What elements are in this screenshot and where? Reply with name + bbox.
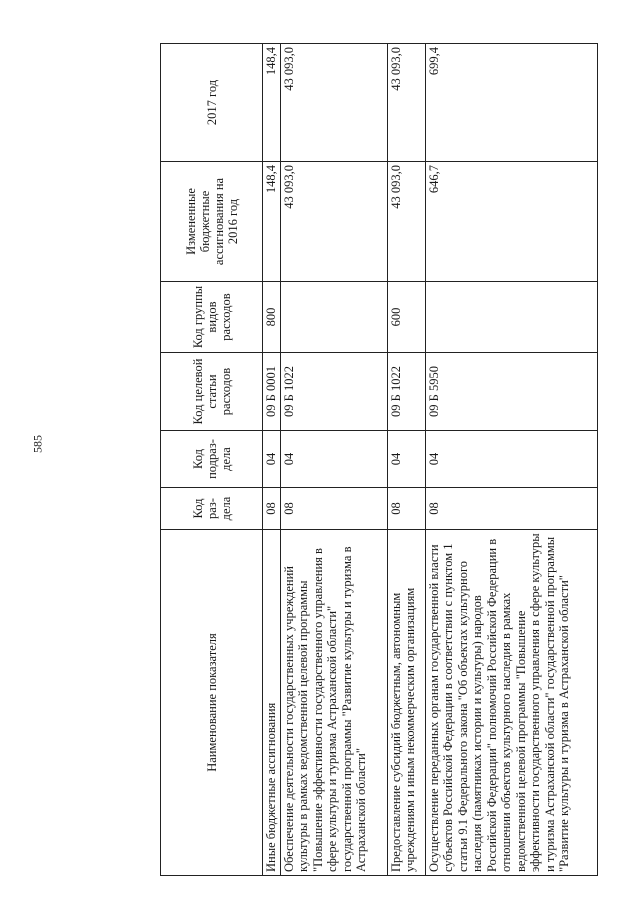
row-group (425, 282, 597, 353)
row-group: 800 (263, 282, 281, 353)
header-section: Код раз-дела (161, 488, 263, 530)
row-subsection: 04 (280, 431, 387, 488)
row-name: Осуществление переданных органам государственной власти субъектов Российской Федерации в соответствии с пунктом 1 статьи 9.1 Федерального закона "Об объектах культурного наследия (памятниках истории и культуры) народов Российской Федерации" полномочий Российской Федерации в отношении объектов культурного наследия в рамках ведомственной целевой программы "Повышение эффективности государственного управления в сфере культуры и туризма Астраханской области" государственной программы "Развитие культуры и туризма в Астраханской области" (425, 530, 597, 876)
row-amount-2017: 43 093,0 (280, 44, 387, 162)
header-name: Наименование показателя (161, 530, 263, 876)
budget-table (160, 43, 598, 876)
row-amount-2016: 43 093,0 (280, 162, 387, 282)
header-amount-2017: 2017 год (161, 44, 263, 162)
header-subsection: Код подраз-дела (161, 431, 263, 488)
header-group: Код группы видов расходов (161, 282, 263, 353)
row-name: Иные бюджетные ассигнования (263, 530, 281, 876)
row-subsection: 04 (425, 431, 597, 488)
row-subsection: 04 (387, 431, 425, 488)
table-row (387, 44, 425, 876)
row-section: 08 (280, 488, 387, 530)
row-amount-2017: 699,4 (425, 44, 597, 162)
table-row (263, 44, 281, 876)
row-name: Предоставление субсидий бюджетным, автономным учреждениям и иным некоммерческим организациям (387, 530, 425, 876)
row-target: 09 Б 1022 (387, 353, 425, 431)
row-target: 09 Б 5950 (425, 353, 597, 431)
rotated-table-wrapper (160, 44, 596, 876)
header-target: Код целевой статьи расходов (161, 353, 263, 431)
row-amount-2016: 646,7 (425, 162, 597, 282)
row-name: Обеспечение деятельности государственных учреждений культуры в рамках ведомственной целевой программы "Повышение эффективности государственного управления в сфере культуры и туризма Астраханской области" государственной программы "Развитие культуры и туризма в Астраханской области" (280, 530, 387, 876)
row-amount-2017: 148,4 (263, 44, 281, 162)
row-group (280, 282, 387, 353)
row-amount-2016: 148,4 (263, 162, 281, 282)
row-section: 08 (425, 488, 597, 530)
row-target: 09 Б 1022 (280, 353, 387, 431)
row-section: 08 (387, 488, 425, 530)
table-header-row (161, 44, 263, 876)
row-section: 08 (263, 488, 281, 530)
row-target: 09 Б 0001 (263, 353, 281, 431)
table-row (280, 44, 387, 876)
row-group: 600 (387, 282, 425, 353)
page-number: 585 (30, 435, 45, 453)
row-amount-2016: 43 093,0 (387, 162, 425, 282)
header-amount-2016: Измененные бюджетные ассигнования на 2016 год (161, 162, 263, 282)
row-amount-2017: 43 093,0 (387, 44, 425, 162)
table-row (425, 44, 597, 876)
row-subsection: 04 (263, 431, 281, 488)
